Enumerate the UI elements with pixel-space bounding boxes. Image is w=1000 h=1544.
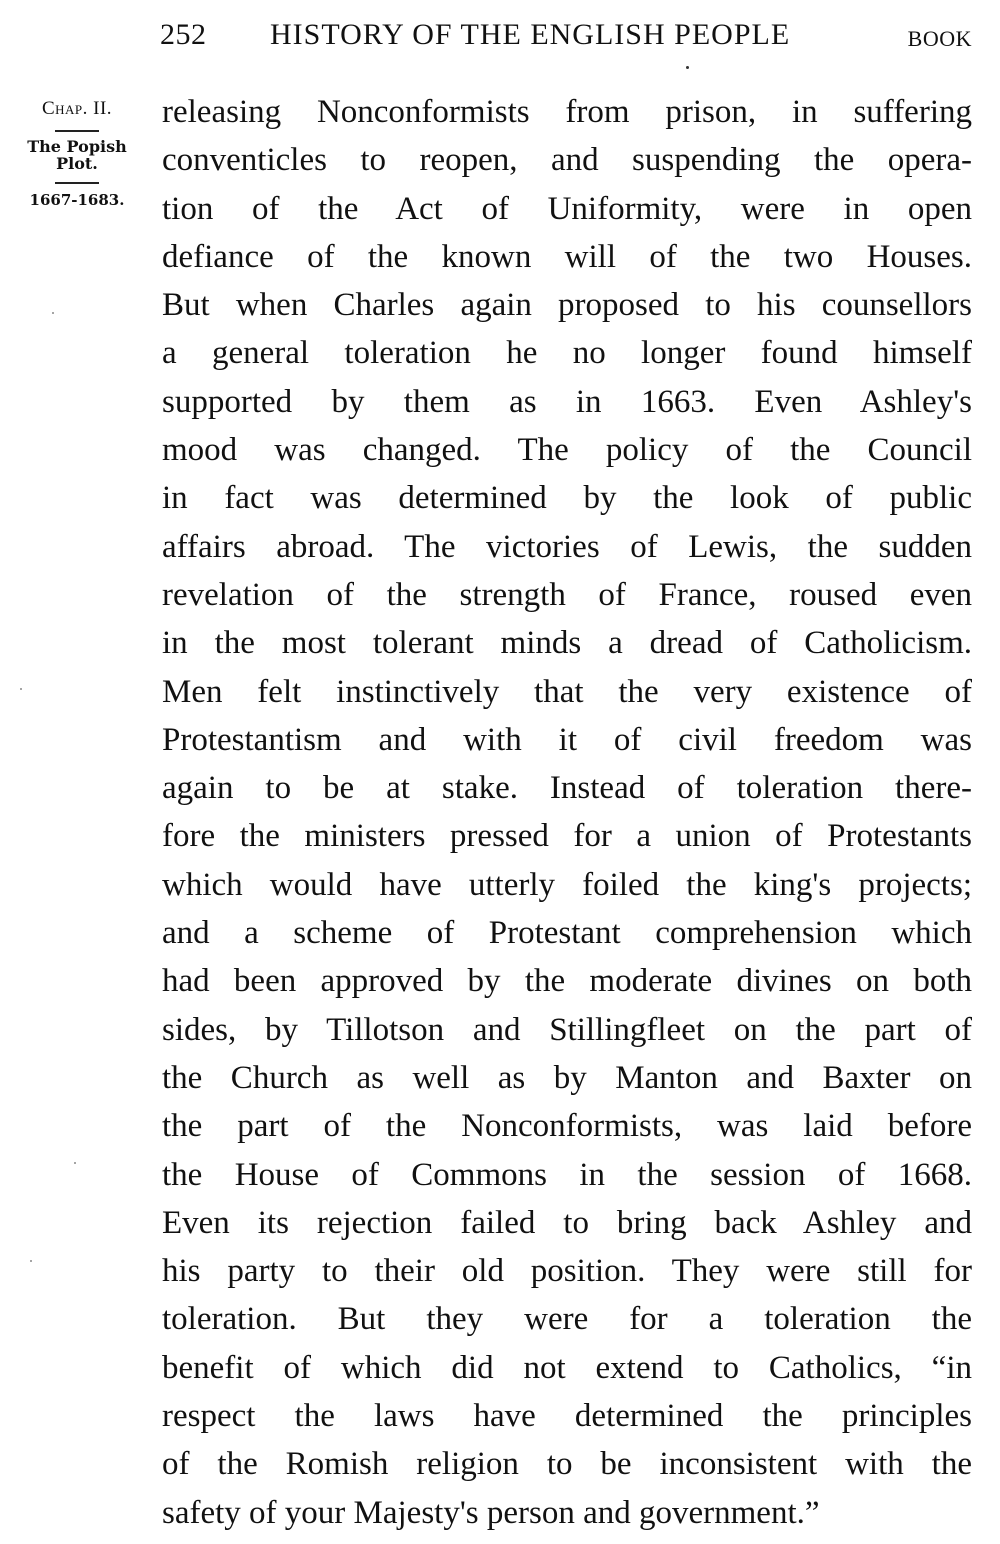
running-head <box>160 14 972 58</box>
text-line: conventicles to reopen, and suspending the opera- <box>162 142 972 179</box>
chapter-label: Chap. II. <box>41 98 113 119</box>
text-line: But when Charles again proposed to his counsellors <box>162 287 972 324</box>
text-line: affairs abroad. The victories of Lewis, the sudden <box>162 528 972 565</box>
text-line: fore the ministers pressed for a union of Protestants <box>162 818 972 855</box>
speck <box>30 1260 32 1262</box>
text-line: supported by them as in 1663. Even Ashley's <box>162 383 972 420</box>
text-line: tion of the Act of Uniformity, were in open <box>162 190 972 227</box>
text-line: safety of your Majesty's person and government.” <box>162 1494 820 1531</box>
margin-rule <box>55 182 99 184</box>
text-line: the part of the Nonconformists, was laid before <box>162 1108 972 1145</box>
text-line: mood was changed. The policy of the Council <box>162 432 972 469</box>
book-label: BOOK <box>907 26 972 51</box>
text-line: defiance of the known will of the two Houses. <box>162 238 972 275</box>
running-title: HISTORY OF THE ENGLISH PEOPLE <box>270 18 791 51</box>
text-line: the House of Commons in the session of 1668. <box>162 1156 972 1193</box>
section-title-line: Plot. <box>56 154 98 173</box>
text-line: releasing Nonconformists from prison, in suffering <box>162 94 972 130</box>
text-line: again to be at stake. Instead of toleration there- <box>162 770 972 807</box>
text-line: toleration. But they were for a toleration the <box>162 1301 972 1338</box>
speck <box>74 1162 76 1164</box>
text-line: Even its rejection failed to bring back Ashley and <box>162 1204 972 1241</box>
text-line: Men felt instinctively that the very existence of <box>162 673 972 710</box>
body-text <box>162 88 972 1537</box>
text-line: in the most tolerant minds a dread of Catholicism. <box>162 625 972 662</box>
speck <box>52 312 54 314</box>
text-line: and a scheme of Protestant comprehension which <box>162 915 972 952</box>
section-title-line: The Popish <box>27 137 127 156</box>
speck <box>20 688 22 690</box>
text-line: revelation of the strength of France, roused even <box>162 576 972 613</box>
text-line: in fact was determined by the look of public <box>162 480 972 517</box>
text-line: of the Romish religion to be inconsistent with the <box>162 1446 972 1483</box>
page-number: 252 <box>160 18 207 51</box>
text-line: his party to their old position. They were still for <box>162 1253 972 1290</box>
page-speck <box>686 66 689 69</box>
text-line: which would have utterly foiled the king's projects; <box>162 866 972 903</box>
text-line: the Church as well as by Manton and Baxter on <box>162 1059 972 1096</box>
text-line: respect the laws have determined the principles <box>162 1398 972 1435</box>
text-line: had been approved by the moderate divines on both <box>162 963 972 1000</box>
date-range: 1667-1683. <box>29 191 125 209</box>
margin-rule <box>55 130 99 132</box>
text-line: sides, by Tillotson and Stillingfleet on the part of <box>162 1011 972 1048</box>
text-line: benefit of which did not extend to Catholics, “in <box>162 1349 972 1386</box>
margin-notes <box>14 96 140 210</box>
text-line: Protestantism and with it of civil freedom was <box>162 721 972 758</box>
text-line: a general toleration he no longer found himself <box>162 335 972 372</box>
